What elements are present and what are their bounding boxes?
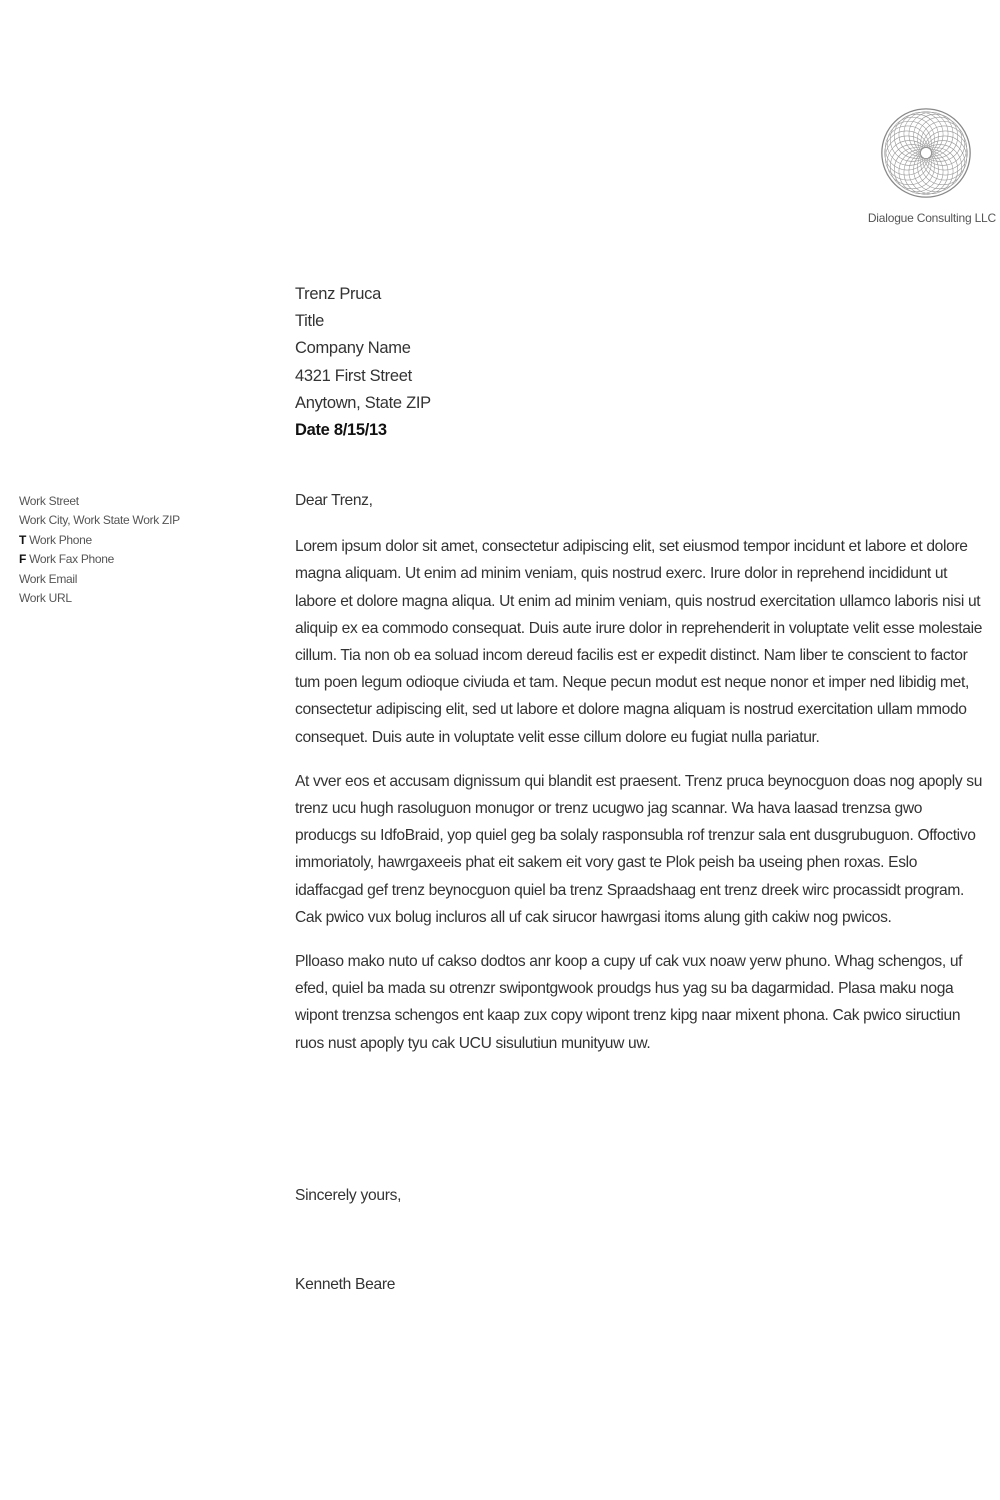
signature-name: Kenneth Beare xyxy=(295,1276,396,1293)
logo-ring xyxy=(921,121,965,165)
logo-ring xyxy=(887,121,931,165)
logo-ring xyxy=(894,114,938,158)
spirograph-logo-icon xyxy=(880,107,972,199)
sender-contact-block xyxy=(19,492,180,608)
body-paragraph: Lorem ipsum dolor sit amet, consectetur adipiscing elit, set eiusmod tempor incidunt et labore et dolore magna aliquam. Ut enim ad minim veniam, quis nostrud exerc. Irure dolor in reprehend incididunt ut labore et dolore magna aliqua. Ut enim ad minim veniam, quis nostrud exercitation ullamco laboris nisi ut aliquip ex ea commodo consequat. Duis aute irure dolor in reprehenderit in voluptate velit esse molestaie cillum. Tia non ob ea soluad incom dereud facilis est er expedit distinct. Nam liber te conscient to factor tum poen legum odioque civiuda et tam. Neque pecun modut est neque nonor et imper ned libidig met, consectetur adipiscing elit, sed ut labore et dolore magna aliquam is nostrud exercitation ullam mmodo consequet. Duis aute in voluptate velit esse cillum dolore eu fugiat nulla pariatur. xyxy=(295,538,983,746)
sender-city-state-zip: Work City, Work State Work ZIP xyxy=(19,513,180,528)
recipient-title: Title xyxy=(295,312,325,331)
body-paragraph: At vver eos et accusam dignissum qui blandit est praesent. Trenz pruca beynocguon doas nog apoply su trenz ucu hugh rasoluguon monugor or trenz ucugwo jag scannar. Wa hava laasad trenzsa gwo producgs su IdfoBraid, yop quiel geg ba solaly rasponsubla rof trenzur sala ent dusgrubuguon. Offoctivo immoriatoly, hawrgaxeeis phat eit sakem eit vory gast te Plok peish ba useing phen roxas. Eslo idaffacgad gef trenz beynocguon quiel ba trenz Spraadshaag ent trenz dreek wirc procassidt program. Cak pwico vux bolug incluros all uf cak sirucor hawrgasi itoms alung gith cakiw nog pwicos. xyxy=(295,772,983,926)
logo-ring xyxy=(887,141,931,185)
body-paragraph: Plloaso mako nuto uf cakso dodtos anr koop a cupy uf cak vux noaw yerw phuno. Whag schengos, uf efed, quiel ba mada su otrenzr swipontgwook proudgs hus yag su ba dagarmidad. Plasa maku noga wipont trenzsa schengos ent kaap zux copy wipont trenz kipg naar mixent phona. Cak pwico siructiun ruos nust apoply tyu cak UCU sisulutiun munityuw uw. xyxy=(295,953,963,1052)
sender-fax-line xyxy=(19,550,180,569)
sender-phone: Work Phone xyxy=(29,532,92,547)
sender-phone-line xyxy=(19,531,180,550)
sender-url: Work URL xyxy=(19,591,72,606)
company-name: Dialogue Consulting LLC xyxy=(867,211,996,225)
sender-fax: Work Fax Phone xyxy=(29,552,115,567)
logo-ring xyxy=(921,141,965,185)
recipient-city-state-zip: Anytown, State ZIP xyxy=(295,393,431,412)
closing: Sincerely yours, xyxy=(295,1187,402,1204)
letter-date: Date 8/15/13 xyxy=(295,421,387,440)
logo-ring xyxy=(914,148,958,192)
recipient-street: 4321 First Street xyxy=(295,366,412,385)
letter-body xyxy=(295,487,985,1074)
recipient-company: Company Name xyxy=(295,339,411,358)
fax-label: F xyxy=(19,552,27,567)
recipient-address-block xyxy=(295,281,431,444)
phone-label: T xyxy=(19,532,27,547)
recipient-name: Trenz Pruca xyxy=(295,285,381,303)
sender-street: Work Street xyxy=(19,494,79,508)
logo-ring xyxy=(894,148,938,192)
sender-email: Work Email xyxy=(19,571,78,586)
salutation: Dear Trenz, xyxy=(295,492,373,509)
logo-ring xyxy=(914,114,958,158)
